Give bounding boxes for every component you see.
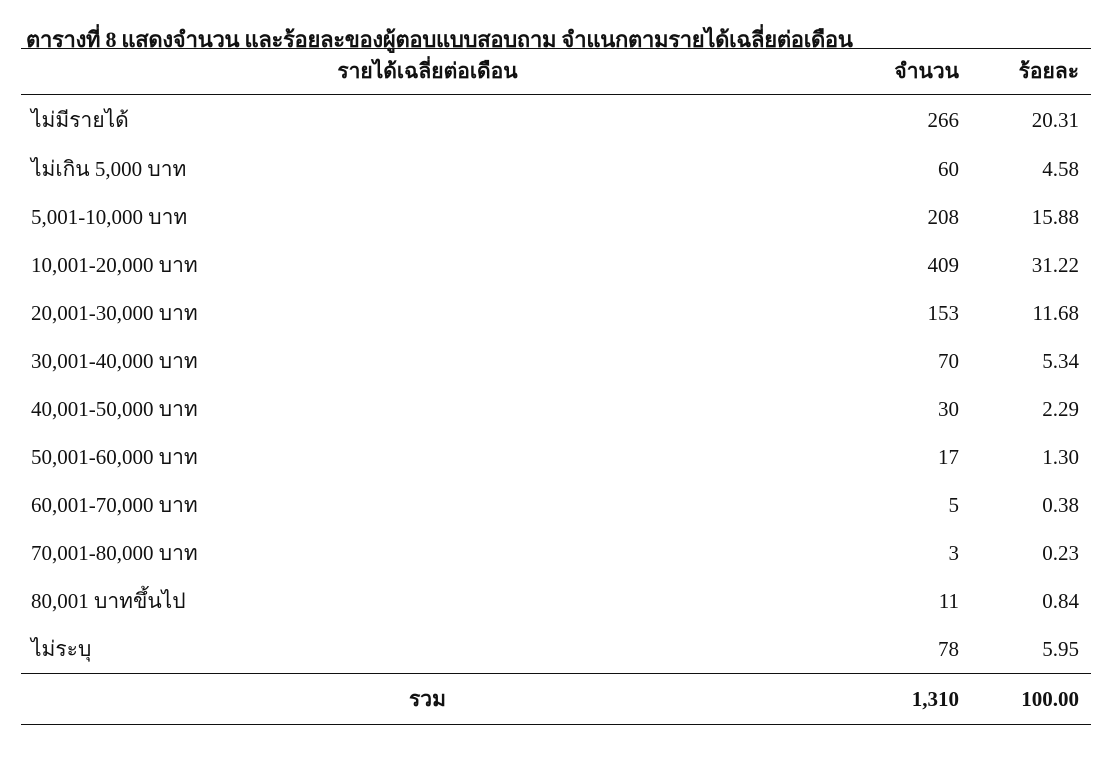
row-count: 11 [938,588,959,613]
row-percent: 5.34 [1042,348,1079,373]
total-label: รวม [21,674,834,725]
row-label: ไม่ระบุ [31,636,92,661]
row-count: 70 [938,348,959,373]
row-label: 10,001-20,000 บาท [31,252,198,277]
row-label: 5,001-10,000 บาท [31,204,188,229]
table-caption: ตารางที่ 8 แสดงจำนวน และร้อยละของผู้ตอบแบบสอบถาม จำแนกตามรายได้เฉลี่ยต่อเดือน [26,27,853,52]
row-count: 60 [938,156,959,181]
table-row [21,289,1091,337]
total-count: 1,310 [834,674,969,725]
table-row [21,385,1091,433]
row-count: 78 [938,636,959,661]
row-label: 50,001-60,000 บาท [31,444,198,469]
row-count: 266 [927,107,959,132]
row-count: 5 [948,492,959,517]
row-percent: 1.30 [1042,444,1079,469]
table-row [21,577,1091,625]
row-percent: 11.68 [1032,300,1079,325]
table-row [21,145,1091,193]
header-income: รายได้เฉลี่ยต่อเดือน [21,49,834,95]
total-percent: 100.00 [969,674,1091,725]
table-row [21,529,1091,577]
table-row [21,193,1091,241]
row-label: 60,001-70,000 บาท [31,492,198,517]
row-label: ไม่เกิน 5,000 บาท [31,156,187,181]
row-label: 30,001-40,000 บาท [31,348,198,373]
table-row [21,241,1091,289]
header-count: จำนวน [834,49,969,95]
row-count: 3 [948,540,959,565]
row-percent: 2.29 [1042,396,1079,421]
table-row [21,625,1091,674]
row-count: 30 [938,396,959,421]
row-label: 70,001-80,000 บาท [31,540,198,565]
table-row [21,433,1091,481]
row-count: 17 [938,444,959,469]
row-label: 20,001-30,000 บาท [31,300,198,325]
row-percent: 31.22 [1031,252,1079,277]
row-percent: 20.31 [1031,107,1079,132]
row-label: 80,001 บาทขึ้นไป [31,588,186,613]
row-count: 208 [927,204,959,229]
table-row [21,337,1091,385]
row-percent: 5.95 [1042,636,1079,661]
income-table [21,48,1091,725]
total-row [21,674,1091,725]
row-percent: 15.88 [1031,204,1079,229]
row-label: ไม่มีรายได้ [31,107,129,132]
header-row [21,49,1091,95]
header-percent: ร้อยละ [969,49,1091,95]
row-count: 153 [927,300,959,325]
row-percent: 0.38 [1042,492,1079,517]
table-row [21,481,1091,529]
row-percent: 4.58 [1042,156,1079,181]
table-row [21,95,1091,146]
row-percent: 0.84 [1042,588,1079,613]
row-percent: 0.23 [1042,540,1079,565]
row-count: 409 [927,252,959,277]
row-label: 40,001-50,000 บาท [31,396,198,421]
